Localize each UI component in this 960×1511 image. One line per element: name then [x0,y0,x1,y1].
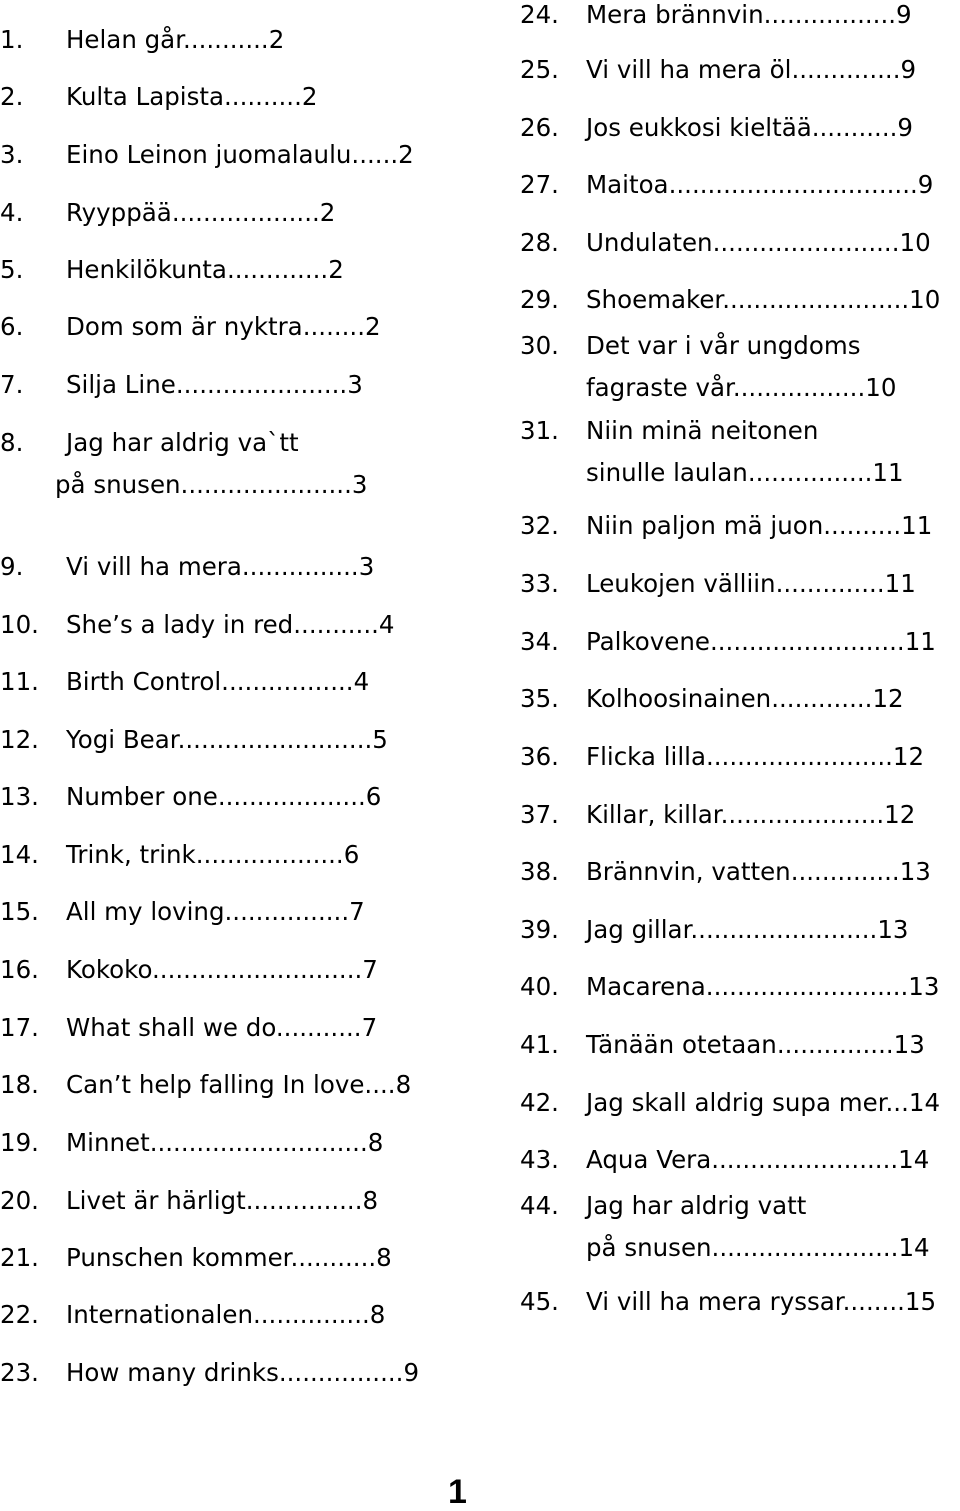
toc-entry-page: 13 [877,915,909,944]
toc-entry-number: 23. [0,1358,39,1387]
toc-entry-number: 9. [0,552,24,581]
toc-entry [0,1013,440,1043]
toc-entry [0,370,440,400]
toc-entry-number: 4. [0,198,24,227]
toc-entry [520,1088,960,1118]
toc-entry-title: Helan går [66,25,184,54]
toc-entry-number: 24. [520,0,559,29]
toc-entry-page: 9 [403,1358,420,1387]
toc-entry-title: Shoemaker [586,285,723,314]
toc-entry-page: 11 [904,627,936,656]
toc-entry-number: 5. [0,255,24,284]
page-number: 1 [448,1473,467,1511]
toc-entry-leader-dots: ............. [226,255,329,284]
toc-entry-number: 13. [0,782,39,811]
toc-entry-number: 37. [520,800,559,829]
toc-entry [0,840,440,870]
toc-entry [0,1186,440,1216]
toc-entry-leader-dots: ......................... [709,627,905,656]
toc-entry-number: 20. [0,1186,39,1215]
toc-entry-title: Vi vill ha mera öl [586,55,792,84]
toc-entry [0,955,440,985]
toc-entry-leader-dots: ........................ [722,285,910,314]
toc-entry-page: 11 [872,458,904,487]
toc-entry-number: 31. [520,416,559,445]
toc-entry-number: 1. [0,25,24,54]
toc-entry-title: Tänään otetaan [586,1030,777,1059]
toc-entry-title: Number one [66,782,218,811]
toc-entry-page: 10 [899,228,931,257]
toc-entry-title: Punschen kommer [66,1243,291,1272]
toc-entry-leader-dots: ................ [747,458,873,487]
toc-entry-page: 12 [884,800,916,829]
toc-entry-number: 26. [520,113,559,142]
toc-entry-page: 7 [349,897,365,926]
toc-entry [0,1243,440,1273]
toc-entry [0,312,440,342]
toc-entry-title: Internationalen [66,1300,253,1329]
toc-entry-page: 10 [909,285,941,314]
toc-entry-leader-dots: ............... [252,1300,370,1329]
toc-entry-leader-dots: ........ [302,312,366,341]
toc-entry-title: Dom som är nyktra [66,312,303,341]
toc-entry-title: How many drinks [66,1358,279,1387]
toc-entry-title: Det var i vår ungdoms [586,331,861,360]
toc-entry-title-continued: på snusen [586,1233,712,1262]
toc-entry [0,25,440,55]
toc-entry-number: 17. [0,1013,39,1042]
toc-entry [520,1030,960,1060]
toc-entry-page: 11 [901,511,933,540]
toc-entry-number: 19. [0,1128,39,1157]
toc-entry [0,82,440,112]
toc-entry-page: 7 [362,955,378,984]
toc-entry-leader-dots: .......... [823,511,902,540]
toc-entry-title: She’s a lady in red [66,610,294,639]
toc-entry-leader-dots: .............. [775,569,885,598]
toc-entry [520,857,960,887]
toc-entry-title: Kulta Lapista [66,82,224,111]
toc-entry-title: Kolhoosinainen [586,684,772,713]
toc-entry-title: Brännvin, vatten [586,857,791,886]
toc-entry [520,228,960,258]
toc-entry-title: Undulaten [586,228,713,257]
toc-entry [0,1128,440,1158]
toc-entry [0,140,440,170]
toc-entry-number: 29. [520,285,559,314]
toc-entry-leader-dots: ............... [776,1030,894,1059]
toc-entry-title: Eino Leinon juomalaulu [66,140,352,169]
toc-entry-title: Minnet [66,1128,150,1157]
toc-entry [0,552,440,582]
toc-entry-number: 15. [0,897,39,926]
toc-entry-title: Palkovene [586,627,710,656]
toc-entry [0,1070,440,1100]
toc-entry-title: Birth Control [66,667,222,696]
toc-entry-number: 39. [520,915,559,944]
toc-entry-page: 8 [369,1300,386,1329]
toc-entry-leader-dots: ................. [763,0,897,29]
toc-entry-title: Mera brännvin [586,0,764,29]
toc-entry-page: 14 [898,1145,930,1174]
toc-entry-title: Silja Line [66,370,176,399]
toc-entry-number: 14. [0,840,39,869]
toc-entry-page: 3 [358,552,375,581]
toc-entry-title: Vi vill ha mera [66,552,242,581]
toc-entry-number: 2. [0,82,24,111]
toc-entry-leader-dots: ......................... [177,725,373,754]
toc-entry [520,742,960,772]
toc-entry [520,972,960,1002]
toc-entry-leader-dots: .......... [224,82,302,111]
toc-entry-number: 27. [520,170,559,199]
toc-entry-leader-dots: ........... [290,1243,377,1272]
toc-entry-leader-dots: ................. [221,667,354,696]
toc-entry [0,255,440,285]
toc-entry-number: 45. [520,1287,559,1316]
toc-entry-leader-dots: ........... [811,113,898,142]
toc-entry-title: What shall we do [66,1013,276,1042]
toc-entry-page: 2 [398,140,414,169]
toc-entry-page: 13 [908,972,940,1001]
toc-entry [520,1191,960,1263]
toc-entry-leader-dots: ...................... [180,470,352,499]
toc-entry-leader-dots: ..................... [720,800,885,829]
toc-entry-leader-dots: ................. [732,373,866,402]
toc-entry-page: 2 [268,25,285,54]
toc-entry-title: Niin paljon mä juon [586,511,824,540]
toc-entry-page: 9 [896,0,912,29]
toc-entry-title: Jos eukkosi kieltää [586,113,812,142]
toc-entry [0,610,440,640]
toc-entry-title-continued: på snusen [55,470,181,499]
toc-entry-page: 3 [347,370,363,399]
toc-entry-page: 3 [351,470,368,499]
toc-entry-number: 36. [520,742,559,771]
toc-entry-leader-dots: .......................... [705,972,909,1001]
toc-entry-number: 16. [0,955,39,984]
toc-entry-number: 40. [520,972,559,1001]
toc-entry-number: 41. [520,1030,559,1059]
toc-entry-number: 44. [520,1191,559,1220]
toc-entry-title: Aqua Vera [586,1145,712,1174]
toc-entry-number: 28. [520,228,559,257]
toc-entry-leader-dots: ................... [217,782,366,811]
toc-entry-page: 8 [395,1070,412,1099]
toc-entry-title: Jag skall aldrig supa mer [586,1088,886,1117]
toc-entry [520,170,960,200]
toc-entry [520,1287,960,1317]
toc-entry-page: 2 [301,82,318,111]
toc-entry-number: 10. [0,610,39,639]
toc-entry [520,569,960,599]
toc-entry-page: 5 [372,725,388,754]
toc-entry-page: 12 [892,742,925,771]
toc-entry-page: 8 [376,1243,392,1272]
toc-entry-leader-dots: .............. [790,857,900,886]
toc-entry [0,1300,440,1330]
toc-entry-leader-dots: ................... [195,840,344,869]
toc-entry-title-continued: fagraste vår [586,373,733,402]
toc-entry-leader-dots: ........................ [711,1145,899,1174]
toc-entry-leader-dots: ........... [275,1013,362,1042]
toc-entry-leader-dots: ... [885,1088,909,1117]
toc-entry [520,627,960,657]
toc-entry-title: Livet är härligt [66,1186,246,1215]
toc-entry-leader-dots: ........... [293,610,379,639]
toc-entry-title: Macarena [586,972,706,1001]
toc-entry-number: 18. [0,1070,39,1099]
toc-entry-title: Can’t help falling In love [66,1070,365,1099]
toc-entry-page: 4 [378,610,395,639]
toc-entry-number: 6. [0,312,24,341]
toc-entry-title: Jag gillar [586,915,691,944]
toc-entry-page: 15 [904,1287,937,1316]
toc-entry-page: 12 [872,684,904,713]
toc-entry-title: Trink, trink [66,840,196,869]
toc-entry-title: Jag har aldrig vatt [586,1191,807,1220]
toc-entry-page: 13 [899,857,931,886]
toc-entry-leader-dots: ................ [278,1358,404,1387]
toc-entry-leader-dots: ........................ [711,1233,899,1262]
toc-entry [0,1358,440,1388]
toc-entry-leader-dots: ........................ [705,742,893,771]
toc-entry [520,915,960,945]
toc-entry-page: 14 [898,1233,930,1262]
toc-entry-leader-dots: ...... [351,140,399,169]
toc-entry-number: 22. [0,1300,39,1329]
toc-entry-page: 2 [328,255,344,284]
toc-entry-title: Flicka lilla [586,742,706,771]
toc-entry [0,667,440,697]
toc-entry-number: 33. [520,569,559,598]
toc-entry-leader-dots: .... [364,1070,396,1099]
toc-entry-title: Killar, killar [586,800,721,829]
toc-entry-leader-dots: ............... [241,552,359,581]
toc-entry-leader-dots: ............................ [149,1128,368,1157]
toc-entry-number: 32. [520,511,559,540]
toc-entry-number: 43. [520,1145,559,1174]
toc-entry-title: Vi vill ha mera ryssar [586,1287,843,1316]
toc-entry-page: 7 [361,1013,378,1042]
toc-entry-page: 6 [343,840,360,869]
toc-entry [520,113,960,143]
toc-entry-page: 11 [884,569,916,598]
toc-entry [520,331,960,403]
toc-entry-title: Yogi Bear [66,725,178,754]
toc-entry-title: Ryyppää [66,198,172,227]
toc-entry-title-continued: sinulle laulan [586,458,748,487]
toc-entry-number: 34. [520,627,559,656]
toc-entry-number: 3. [0,140,24,169]
toc-entry-number: 25. [520,55,559,84]
toc-entry-number: 7. [0,370,24,399]
toc-entry-number: 30. [520,331,559,360]
toc-entry-number: 11. [0,667,39,696]
toc-entry [0,782,440,812]
toc-entry-page: 10 [865,373,897,402]
toc-entry [520,800,960,830]
toc-entry-number: 42. [520,1088,559,1117]
toc-entry-leader-dots: ................ [224,897,350,926]
toc-entry-page: 9 [900,55,917,84]
toc-entry [520,0,960,30]
toc-entry-page: 2 [365,312,381,341]
toc-entry-number: 21. [0,1243,39,1272]
toc-entry-page: 6 [365,782,382,811]
toc-entry-page: 4 [353,667,370,696]
toc-entry-leader-dots: ................................ [668,170,918,199]
toc-entry-page: 13 [893,1030,925,1059]
toc-entry-leader-dots: ............... [245,1186,363,1215]
toc-entry-leader-dots: ...................... [175,370,348,399]
toc-entry-page: 2 [319,198,336,227]
toc-entry-leader-dots: .............. [791,55,901,84]
toc-entry-leader-dots: ........................ [690,915,878,944]
toc-entry-number: 8. [0,428,24,457]
toc-entry-leader-dots: ........................... [152,955,363,984]
toc-entry-leader-dots: ................... [171,198,320,227]
toc-entry [0,897,440,927]
toc-entry [0,198,440,228]
toc-entry-leader-dots: ........................ [712,228,900,257]
toc-entry [520,684,960,714]
toc-entry-number: 38. [520,857,559,886]
toc-entry-leader-dots: ........ [842,1287,905,1316]
toc-entry-number: 35. [520,684,559,713]
toc-entry-title: Henkilökunta [66,255,227,284]
toc-entry [0,428,440,500]
toc-entry [520,511,960,541]
toc-entry-page: 8 [362,1186,379,1215]
toc-entry-title: Leukojen välliin [586,569,776,598]
toc-entry [520,1145,960,1175]
toc-entry-page: 14 [908,1088,941,1117]
toc-entry-title: Kokoko [66,955,153,984]
toc-entry [520,285,960,315]
toc-entry [520,416,960,488]
toc-entry-title: Jag har aldrig va`tt [66,428,299,457]
toc-entry-leader-dots: ........... [183,25,269,54]
toc-entry [0,725,440,755]
toc-entry [520,55,960,85]
toc-entry-page: 9 [917,170,934,199]
toc-entry-number: 12. [0,725,39,754]
toc-entry-leader-dots: ............. [771,684,873,713]
toc-entry-title: All my loving [66,897,225,926]
toc-entry-page: 8 [367,1128,384,1157]
toc-entry-page: 9 [897,113,913,142]
toc-entry-title: Niin minä neitonen [586,416,819,445]
toc-entry-title: Maitoa [586,170,669,199]
